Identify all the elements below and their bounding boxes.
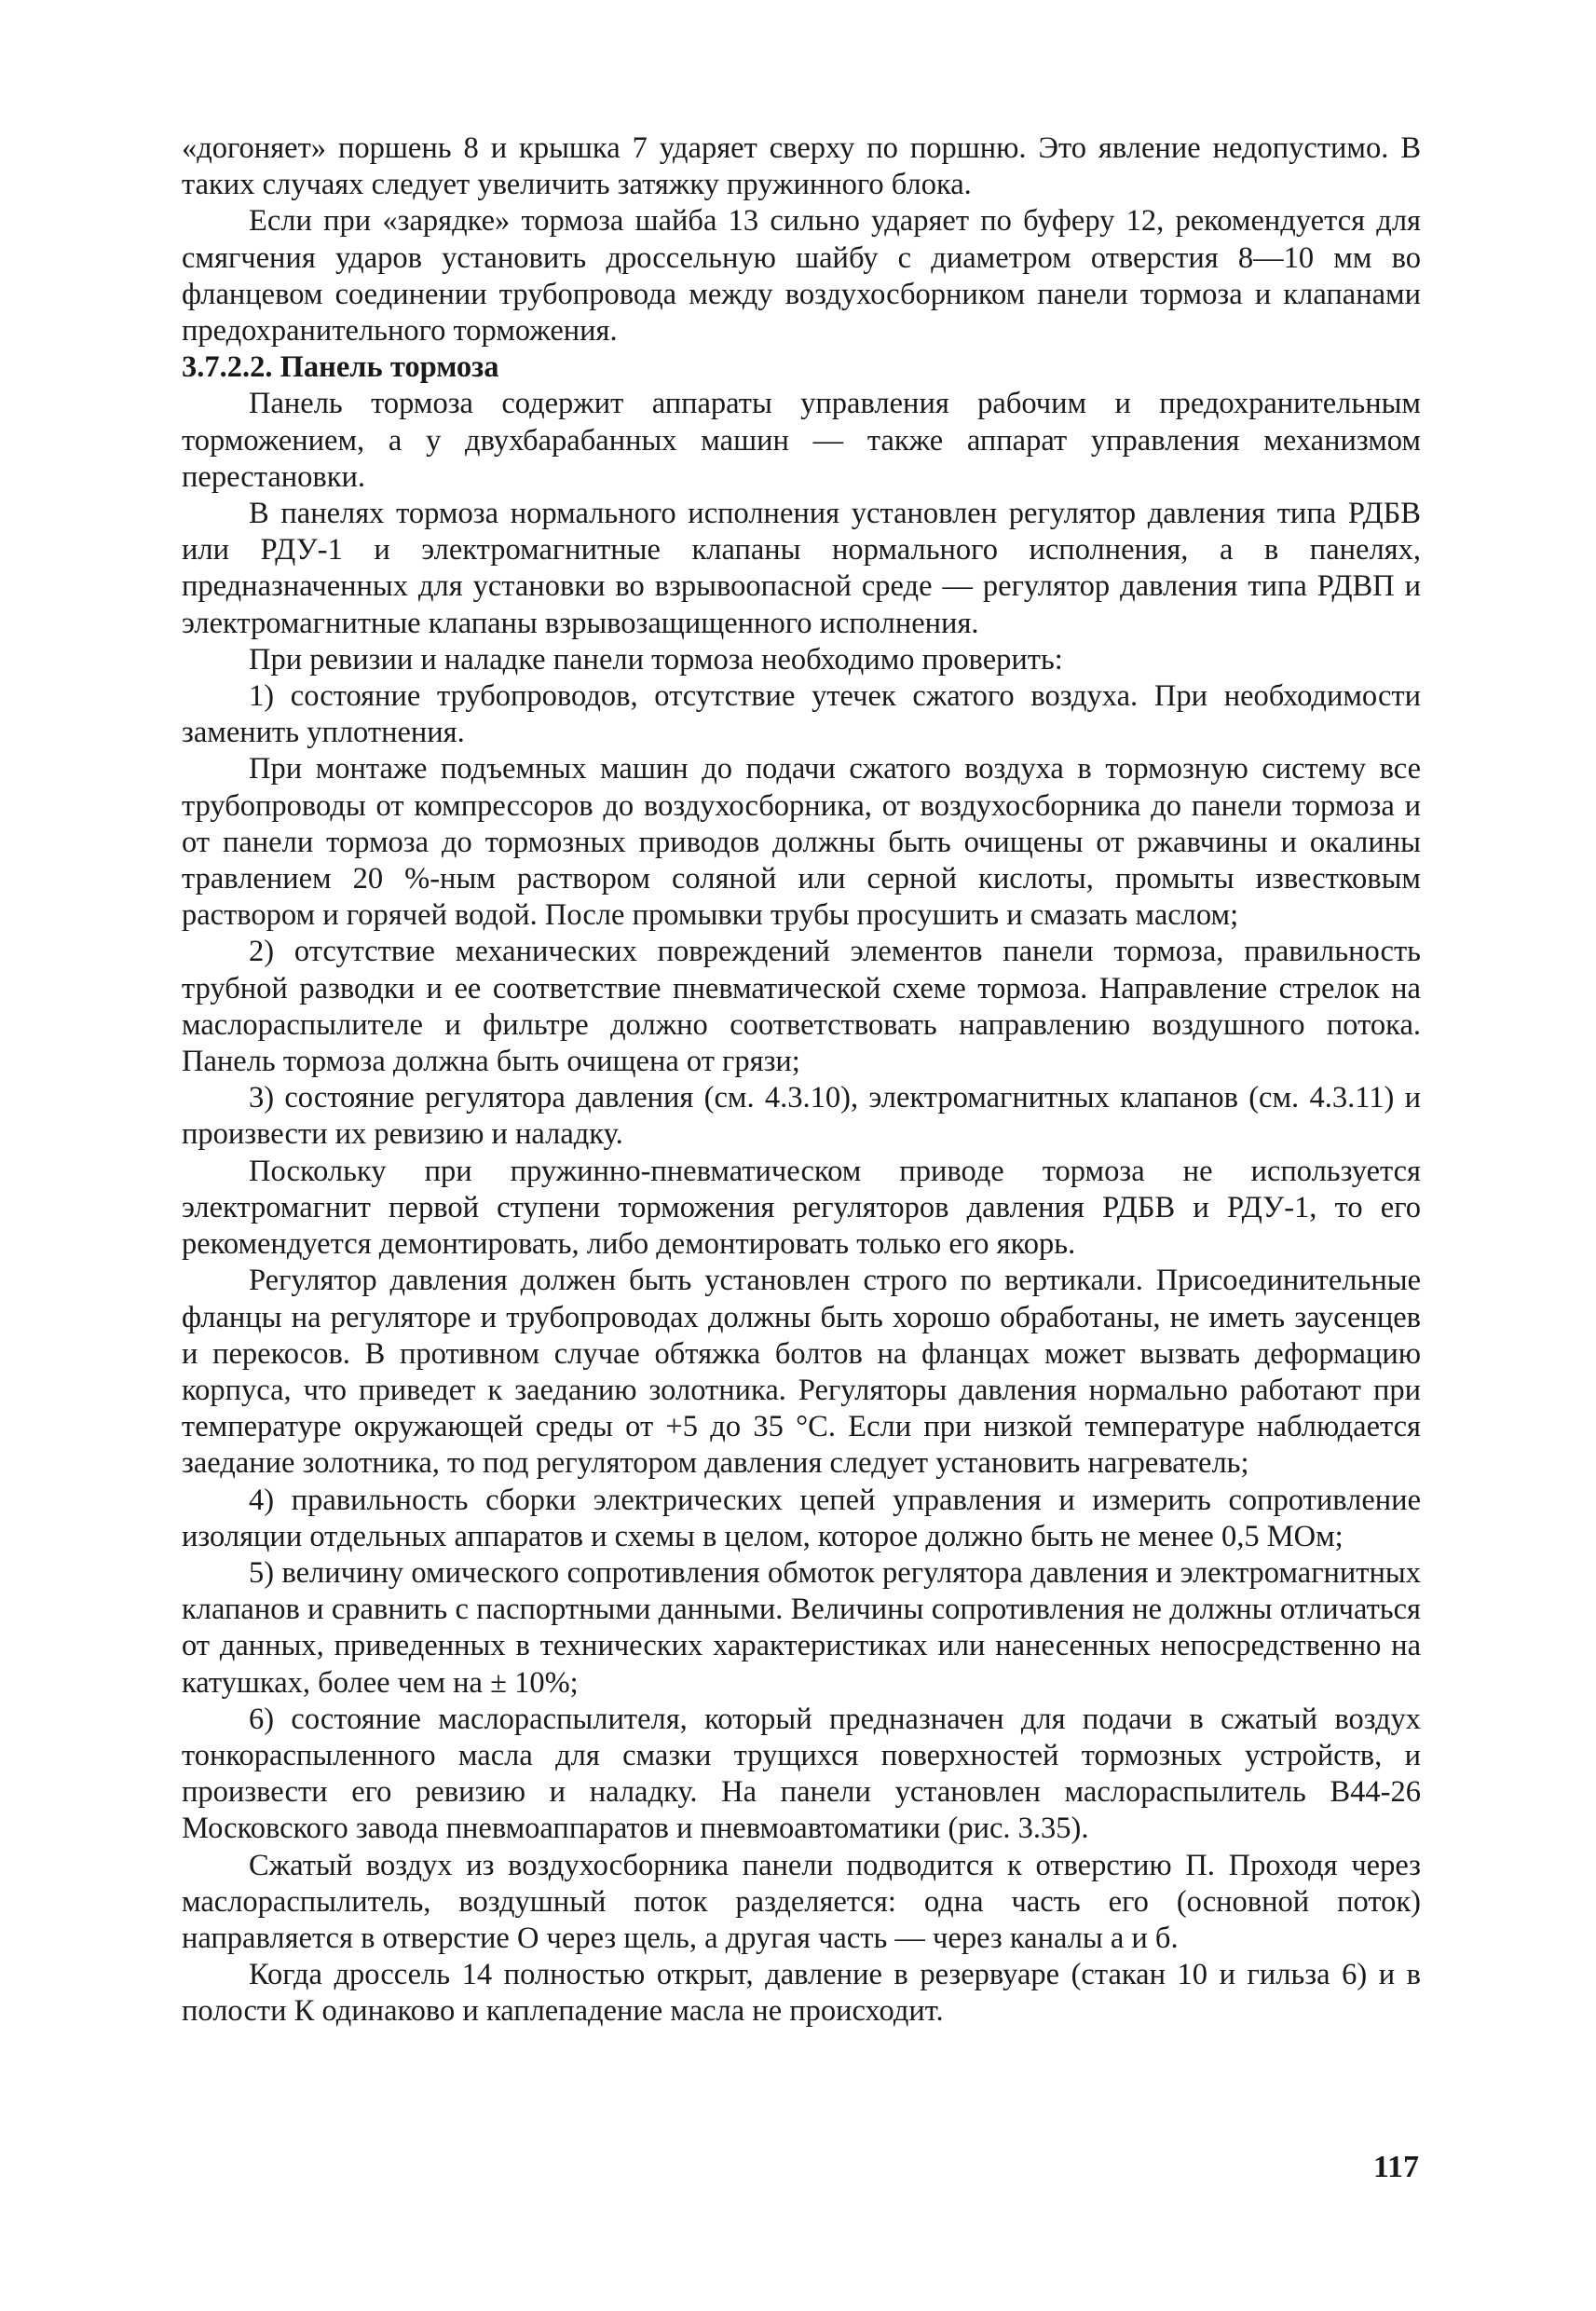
list-item: 5) величину омического сопротивления обмоток регулятора давления и электромагнитных клапанов и сравнить с паспортными данными. Величины сопротивления не должны отличаться от данных, приведенных в технических характеристиках или нанесенных непосредственно на катушках, более чем на ± 10%; [182, 1555, 1421, 1700]
paragraph: При монтаже подъемных машин до подачи сжатого воздуха в тормозную систему все трубопроводы от компрессоров до воздухосборника, от воздухосборника до панели тормоза и от панели тормоза до тормозных приводов должны быть очищены от ржавчины и окалины травлением 20 %-ным раствором соляной или серной кислоты, промыты известковым раствором и горячей водой. После промывки трубы просушить и смазать маслом; [182, 752, 1421, 933]
list-item: 6) состояние маслораспылителя, который предназначен для подачи в сжатый воздух тонкораспыленного масла для смазки трущихся поверхностей тормозных устройств, и произвести его ревизию и наладку. На панели установлен маслораспылитель В44-26 Московского завода пневмоаппаратов и пневмоавтоматики (рис. 3.35). [182, 1702, 1421, 1846]
paragraph: Поскольку при пружинно-пневматическом приводе тормоза не используется электромагнит первой ступени торможения регуляторов давления РДБВ и РДУ-1, то его рекомендуется демонтировать, либо демонтировать только его якорь. [182, 1154, 1421, 1262]
list-item: 3) состояние регулятора давления (см. 4.3.10), электромагнитных клапанов (см. 4.3.11) и произвести их ревизию и наладку. [182, 1081, 1421, 1152]
list-item: 1) состояние трубопроводов, отсутствие утечек сжатого воздуха. При необходимости заменить уплотнения. [182, 679, 1421, 750]
paragraph: Панель тормоза содержит аппараты управления рабочим и предохранительным торможением, а у двухбарабанных машин — также аппарат управления механизмом перестановки. [182, 387, 1421, 494]
paragraph: При ревизии и наладке панели тормоза необходимо проверить: [249, 642, 1063, 677]
list-item: 2) отсутствие механических повреждений элементов панели тормоза, правильность трубной разводки и ее соответствие пневматической схеме тормоза. Направление стрелок на маслораспылителе и фильтре должно соответствовать направлению воздушного потока. Панель тормоза должна быть очищена от грязи; [182, 935, 1421, 1079]
page-number: 117 [1372, 2150, 1419, 2184]
section-heading: 3.7.2.2. Панель тормоза [182, 350, 499, 385]
body-text [182, 130, 1421, 2031]
paragraph: В панелях тормоза нормального исполнения установлен регулятор давления типа РДБВ или РДУ-1 и электромагнитные клапаны нормального исполнения, а в панелях, предназначенных для установки во взрывоопасной среде — регулятор давления типа РДВП и электромагнитные клапаны взрывозащищенного исполнения. [182, 497, 1421, 640]
paragraph: Если при «зарядке» тормоза шайба 13 сильно ударяет по буферу 12, рекомендуется для смягчения ударов установить дроссельную шайбу с диаметром отверстия 8—10 мм во фланцевом соединении трубопровода между воздухосборником панели тормоза и клапанами предохранительного торможения. [182, 204, 1421, 349]
paragraph: Регулятор давления должен быть установлен строго по вертикали. Присоединительные фланцы на регуляторе и трубопроводах должны быть хорошо обработаны, не иметь заусенцев и перекосов. В противном случае обтяжка болтов на фланцах может вызвать деформацию корпуса, что приведет к заеданию золотника. Регуляторы давления нормально работают при температуре окружающей среды от +5 до 35 °С. Если при низкой температуре наблюдается заедание золотника, то под регулятором давления следует установить нагреватель; [182, 1264, 1421, 1481]
list-item: 4) правильность сборки электрических цепей управления и измерить сопротивление изоляции отдельных аппаратов и схемы в целом, которое должно быть не менее 0,5 МОм; [182, 1483, 1421, 1553]
paragraph: Когда дроссель 14 полностью открыт, давление в резервуаре (стакан 10 и гильза 6) и в полости К одинаково и каплепадение масла не происходит. [182, 1958, 1421, 2029]
paragraph: Сжатый воздух из воздухосборника панели подводится к отверстию П. Проходя через маслораспылитель, воздушный поток разделяется: одна часть его (основной поток) направляется в отверстие О через щель, а другая часть — через каналы а и б. [182, 1848, 1421, 1955]
paragraph: «догоняет» поршень 8 и крышка 7 ударяет сверху по поршню. Это явление недопустимо. В таких случаях следует увеличить затяжку пружинного блока. [182, 131, 1421, 202]
